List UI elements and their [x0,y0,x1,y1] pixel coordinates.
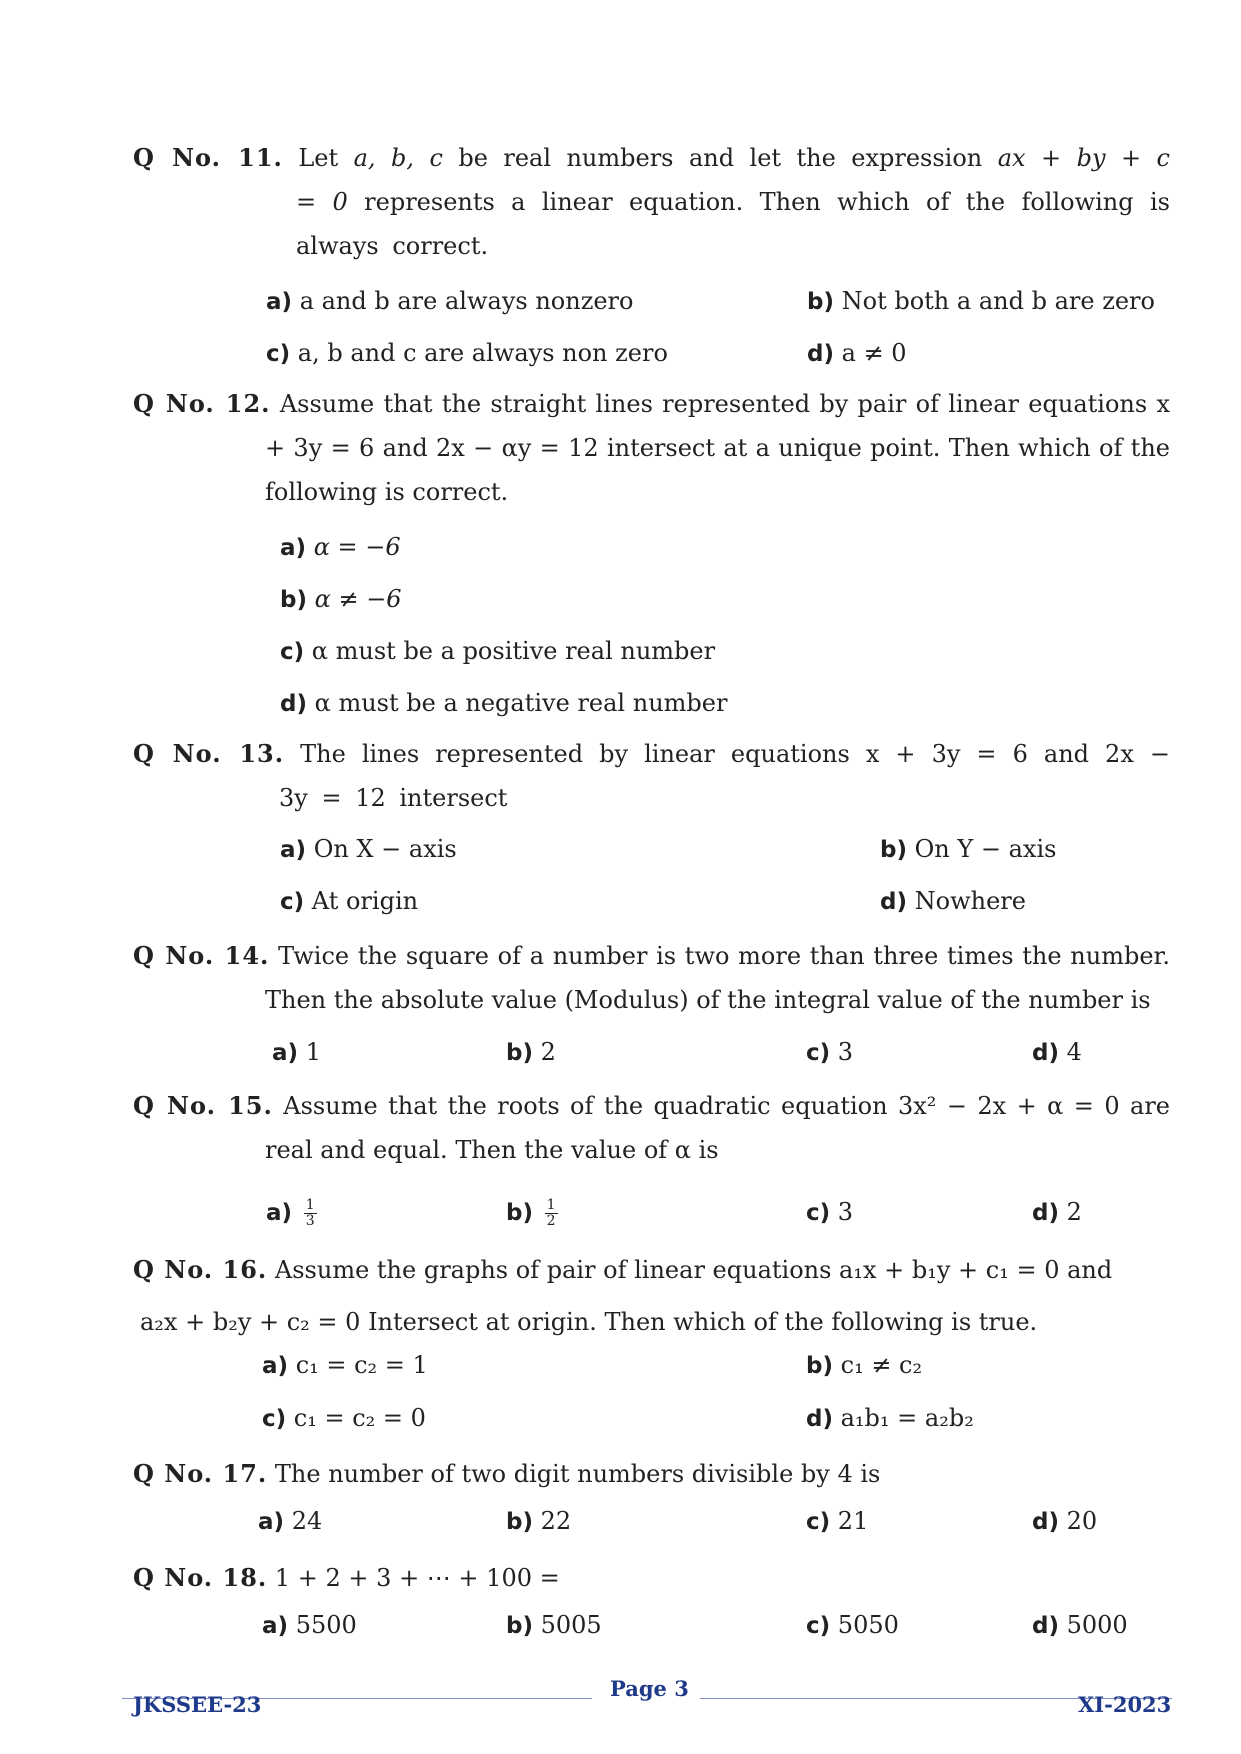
q17-option-c[interactable]: c) 21 [806,1507,869,1535]
question-14-number: Q No. 14. [133,941,270,970]
q14-option-b[interactable]: b) 2 [506,1038,556,1066]
question-11 [133,136,1170,268]
q18-option-c[interactable]: c) 5050 [806,1611,899,1639]
q13-option-a[interactable]: a) On X − axis [280,835,457,863]
question-17-stem: Q No. 17. The number of two digit numbers divisible by 4 is [133,1459,881,1488]
question-17-number: Q No. 17. [133,1459,268,1488]
q17-option-d[interactable]: d) 20 [1032,1507,1098,1535]
q12-option-d[interactable]: d) α must be a negative real number [280,689,728,717]
footer-class-year: XI-2023 [1078,1692,1172,1717]
q13-option-d[interactable]: d) Nowhere [880,887,1026,915]
question-13-number: Q No. 13. [133,739,285,768]
question-18-number: Q No. 18. [133,1563,268,1592]
question-12-stem: Q No. 12. Assume that the straight lines represented by pair of linear equations x + 3y = 6 and 2x − αy = 12 intersect at a unique point. Then which of the following is correct. [133,389,1170,506]
question-14-stem: Q No. 14. Twice the square of a number is two more than three times the number. Then the absolute value (Modulus) of the integral value of the number is [133,941,1170,1014]
q18-option-b[interactable]: b) 5005 [506,1611,602,1639]
q18-option-a[interactable]: a) 5500 [262,1611,357,1639]
q16-option-b[interactable]: b) c₁ ≠ c₂ [806,1351,923,1379]
question-16-number: Q No. 16. [133,1255,268,1284]
question-11-number: Q No. 11. [133,143,283,172]
q17-option-a[interactable]: a) 24 [258,1507,323,1535]
question-13-stem: Q No. 13. The lines represented by linear equations x + 3y = 6 and 2x − 3y = 12 intersect [133,739,1171,812]
question-15-stem: Q No. 15. Assume that the roots of the quadratic equation 3x² − 2x + α = 0 are real and equal. Then the value of α is [133,1091,1170,1164]
q14-option-d[interactable]: d) 4 [1032,1038,1082,1066]
q16-option-c[interactable]: c) c₁ = c₂ = 0 [262,1404,426,1432]
q15-option-c[interactable]: c) 3 [806,1198,854,1226]
q13-option-c[interactable]: c) At origin [280,887,419,915]
fraction: $\frac{1}{3}$ [305,1197,315,1229]
q12-option-c[interactable]: c) α must be a positive real number [280,637,716,665]
q12-option-b[interactable]: b) α ≠ −6 [280,585,402,613]
question-16-stem-line2: a₂x + b₂y + c₂ = 0 Intersect at origin. Then which of the following is true. [140,1308,1038,1336]
q15-option-a[interactable]: a) $\frac{1}{3}$ [266,1197,315,1229]
q15-option-d[interactable]: d) 2 [1032,1198,1082,1226]
question-12 [133,382,1170,514]
q11-option-b[interactable]: b) Not both a and b are zero [807,287,1155,315]
fraction: $\frac{1}{2}$ [546,1197,556,1229]
question-18 [133,1556,1170,1600]
question-12-number: Q No. 12. [133,389,271,418]
q11-option-a[interactable]: a) a and b are always nonzero [266,287,634,315]
question-15 [133,1084,1170,1172]
question-18-stem: Q No. 18. 1 + 2 + 3 + ⋯ + 100 = [133,1563,560,1592]
q11-option-d[interactable]: d) a ≠ 0 [807,339,907,367]
q15-option-b[interactable]: b) $\frac{1}{2}$ [506,1197,556,1229]
question-17 [133,1452,1170,1496]
footer-exam-code: JKSSEE-23 [133,1692,262,1717]
q13-option-b[interactable]: b) On Y − axis [880,835,1057,863]
q14-option-a[interactable]: a) 1 [272,1038,321,1066]
q14-option-c[interactable]: c) 3 [806,1038,854,1066]
q11-option-c[interactable]: c) a, b and c are always non zero [266,339,668,367]
page-number: Page 3 [610,1676,689,1701]
question-14 [133,934,1170,1022]
question-16-stem-line1: Q No. 16. Assume the graphs of pair of linear equations a₁x + b₁y + c₁ = 0 and [133,1255,1113,1284]
q16-option-a[interactable]: a) c₁ = c₂ = 1 [262,1351,428,1379]
q18-option-d[interactable]: d) 5000 [1032,1611,1128,1639]
question-16 [133,1244,1170,1348]
question-15-number: Q No. 15. [133,1091,273,1120]
question-11-stem: Q No. 11. Let a, b, c be real numbers and let the expression ax + by + c = 0 represents a linear equation. Then which of the following is always correct. [133,143,1170,260]
q17-option-b[interactable]: b) 22 [506,1507,572,1535]
q12-option-a[interactable]: a) α = −6 [280,533,401,561]
question-13 [133,732,1170,820]
q16-option-d[interactable]: d) a₁b₁ = a₂b₂ [806,1404,974,1432]
